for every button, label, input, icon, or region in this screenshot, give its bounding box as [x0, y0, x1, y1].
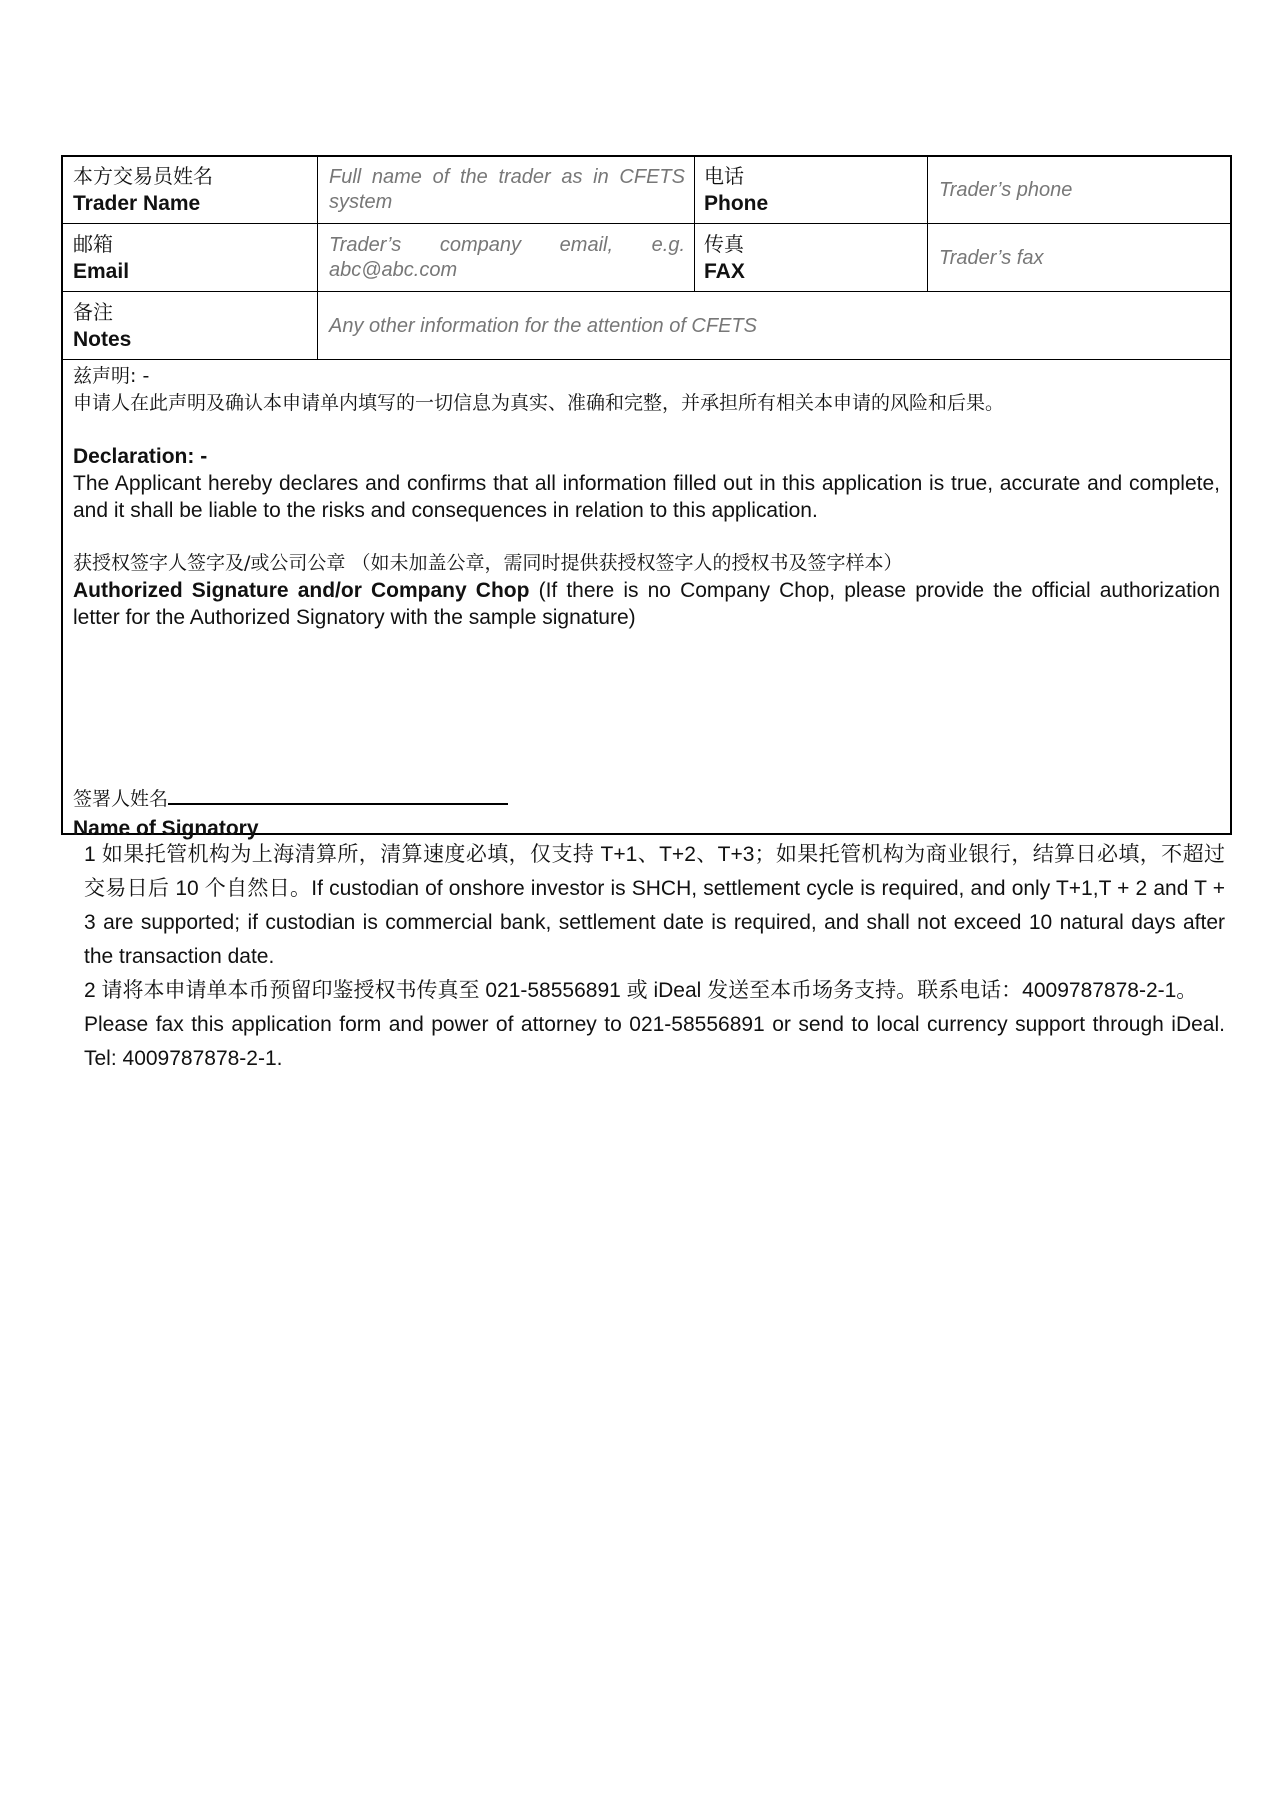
row-divider [63, 223, 1230, 224]
row-divider [63, 359, 1230, 360]
declaration-heading-en: Declaration: - [73, 445, 208, 468]
signatory-name-line[interactable] [168, 783, 508, 805]
email-field[interactable]: Trader’s company email, e.g. abc@abc.com [329, 234, 685, 281]
declaration-section [73, 363, 1220, 631]
fax-label: 传真 FAX [704, 232, 745, 283]
signatory-section [73, 783, 1220, 842]
signature-title: Authorized Signature and/or Company Chop [73, 579, 530, 602]
signatory-name-line-en[interactable] [259, 813, 509, 835]
phone-label: 电话 Phone [704, 164, 769, 215]
column-divider [317, 157, 318, 359]
signature-note: (If there is no Company Chop, please provide the official authorization letter for the Authorized Signatory with the sample signature) [73, 579, 1221, 629]
declaration-text-en: The Applicant hereby declares and confirms that all information filled out in this application is true, accurate and complete, and it shall be liable to the risks and consequences in relation to this application. [73, 472, 1220, 522]
trader-info-form [61, 155, 1232, 840]
signature-instruction-cn: 获授权签字人签字及/或公司公章 （如未加盖公章，需同时提供获授权签字人的授权书及签字样本） [73, 552, 903, 574]
declaration-heading-cn: 兹声明: - [73, 365, 150, 387]
footnote-2-cn: 2 请将本申请单本币预留印鉴授权书传真至 021-58556891 或 iDeal 发送至本币场务支持。联系电话：4009787878-2-1。 [84, 979, 1198, 1002]
fax-field[interactable]: Trader’s fax [939, 247, 1044, 269]
phone-field[interactable]: Trader’s phone [939, 179, 1073, 201]
column-divider [694, 157, 695, 291]
signature-instruction-en [73, 577, 1220, 631]
notes-label: 备注 Notes [73, 300, 132, 351]
trader-name-field[interactable]: Full name of the trader as in CFETS system [329, 166, 685, 213]
declaration-text-cn: 申请人在此声明及确认本申请单内填写的一切信息为真实、准确和完整，并承担所有相关本申请的风险和后果。 [73, 392, 1005, 414]
signatory-label-cn: 签署人姓名 [73, 788, 169, 810]
signatory-cn-row [73, 783, 1220, 813]
footnote-2-en: Please fax this application form and power of attorney to 021-58556891 or send to local currency support through iDeal. Tel: 4009787878-2-1. [84, 1013, 1225, 1070]
column-divider [927, 157, 928, 291]
row-divider [63, 291, 1230, 292]
email-label: 邮箱 Email [73, 232, 130, 283]
notes-field[interactable]: Any other information for the attention of CFETS [329, 315, 757, 337]
signatory-label-en: Name of Signatory [73, 817, 259, 840]
footnotes [84, 838, 1225, 1076]
trader-name-label: 本方交易员姓名 Trader Name [73, 164, 213, 215]
footnote-1: 1 如果托管机构为上海清算所，清算速度必填，仅支持 T+1、T+2、T+3；如果托管机构为商业银行，结算日必填，不超过交易日后 10 个自然日。If custodian of onshore investor is SHCH, settlement cycle is required, and only T+1,T + 2 and T + 3 are supported; if custodian is commercial bank, settlement date is required, and shall not exceed 10 natural days after the transaction date. [84, 843, 1225, 968]
